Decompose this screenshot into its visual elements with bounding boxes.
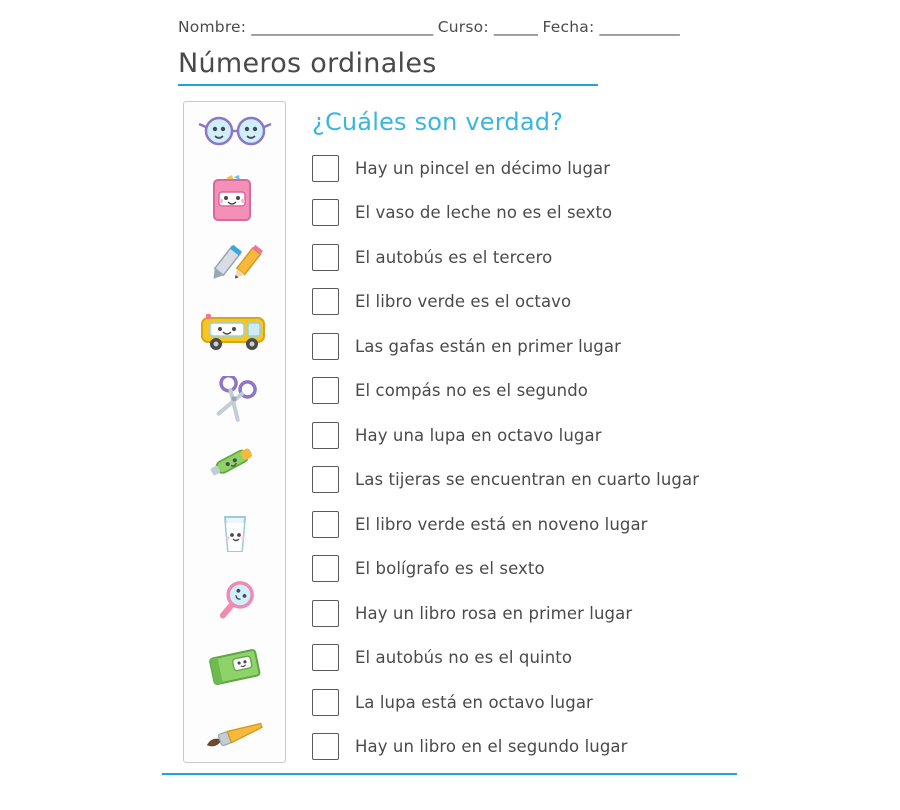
checkbox[interactable] [312,288,339,315]
name-label: Nombre: [178,18,247,36]
checkbox[interactable] [312,466,339,493]
question-text: El autobús es el tercero [355,247,553,267]
checkbox[interactable] [312,377,339,404]
checkbox[interactable] [312,244,339,271]
page-title: Números ordinales [178,48,437,79]
list-item[interactable] [312,725,872,770]
question-text: El libro verde está en noveno lugar [355,514,648,534]
question-list [312,146,872,769]
list-item[interactable] [312,458,872,503]
compass-icon [191,444,279,490]
green-book-icon [191,645,279,691]
list-item[interactable] [312,191,872,236]
glasses-icon [191,108,279,154]
checkbox[interactable] [312,733,339,760]
list-item[interactable] [312,547,872,592]
checkbox[interactable] [312,511,339,538]
list-item[interactable] [312,280,872,325]
date-label: Fecha: [542,18,595,36]
checkbox[interactable] [312,422,339,449]
ordinal-items-strip [183,101,286,763]
question-text: El compás no es el segundo [355,381,588,401]
question-text: La lupa está en octavo lugar [355,692,593,712]
checkbox[interactable] [312,155,339,182]
checkbox[interactable] [312,689,339,716]
checkbox[interactable] [312,644,339,671]
list-item[interactable] [312,680,872,725]
list-item[interactable] [312,636,872,681]
question-text: El bolígrafo es el sexto [355,559,545,579]
course-label: Curso: [437,18,489,36]
question-text: Las tijeras se encuentran en cuarto lugar [355,470,700,490]
question-heading: ¿Cuáles son verdad? [312,108,564,136]
question-text: Hay un libro en el segundo lugar [355,737,628,757]
student-info-line [178,18,723,36]
list-item[interactable] [312,502,872,547]
checkbox[interactable] [312,555,339,582]
date-blank[interactable]: ___________ [599,18,680,36]
school-bus-icon [191,309,279,355]
course-blank[interactable]: ______ [493,18,538,36]
question-text: Hay un libro rosa en primer lugar [355,603,633,623]
list-item[interactable] [312,413,872,458]
question-text: Hay un pincel en décimo lugar [355,158,611,178]
question-text: El autobús no es el quinto [355,648,573,668]
scissors-icon [191,376,279,422]
pen-pencil-icon [191,242,279,288]
magnifier-icon [191,578,279,624]
footer-rule [162,773,737,775]
milk-glass-icon [191,511,279,557]
question-text: El libro verde es el octavo [355,292,572,312]
checkbox[interactable] [312,333,339,360]
title-underline [178,84,598,86]
list-item[interactable] [312,591,872,636]
pink-book-icon [191,175,279,221]
question-text: El vaso de leche no es el sexto [355,203,613,223]
question-text: Hay una lupa en octavo lugar [355,425,602,445]
question-text: Las gafas están en primer lugar [355,336,621,356]
name-blank[interactable]: _________________________ [251,18,433,36]
checkbox[interactable] [312,600,339,627]
list-item[interactable] [312,235,872,280]
list-item[interactable] [312,369,872,414]
checkbox[interactable] [312,199,339,226]
list-item[interactable] [312,146,872,191]
list-item[interactable] [312,324,872,369]
paintbrush-icon [191,712,279,758]
